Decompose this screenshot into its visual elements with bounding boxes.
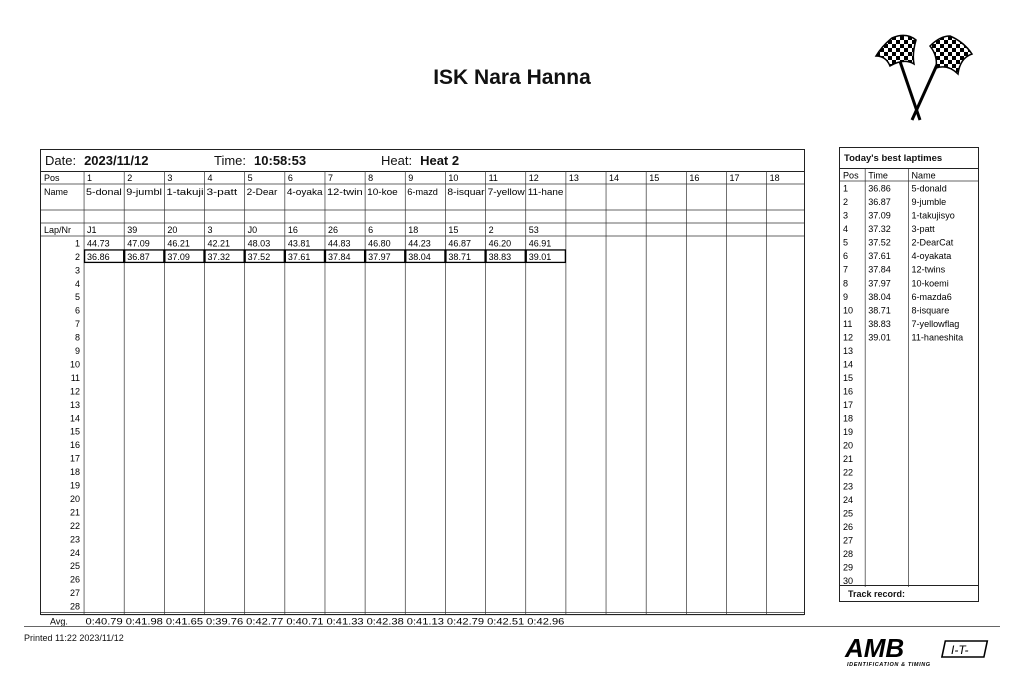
driver-name: 7-yellow [487, 187, 526, 197]
amb-logo [843, 633, 993, 669]
average-time: 0:40.79 [85, 616, 123, 627]
avg-label: Avg. [50, 616, 68, 627]
lap-number: 12 [70, 386, 81, 397]
lap-time: 38.83 [488, 251, 512, 262]
average-time: 0:42.79 [446, 616, 485, 627]
best-pos: 24 [843, 494, 854, 505]
lap-number: 7 [75, 319, 81, 330]
kart-number: 26 [327, 225, 338, 235]
lap-time: 42.21 [207, 238, 231, 249]
heat-header [41, 150, 804, 172]
best-driver-name: 10-koemi [911, 278, 949, 289]
best-pos: 4 [843, 224, 849, 235]
average-time: 0:41.13 [406, 616, 444, 627]
position-header: 12 [528, 173, 539, 183]
best-pos: 19 [843, 427, 854, 438]
lap-time: 44.83 [327, 238, 351, 249]
best-pos: 8 [843, 278, 849, 289]
lap-time: 39.01 [528, 251, 552, 262]
best-pos: 3 [843, 210, 849, 221]
kart-number: 18 [408, 225, 419, 235]
lap-time: 46.80 [368, 238, 391, 249]
lap-times-grid [41, 171, 804, 627]
lap-time: 44.73 [87, 238, 110, 249]
average-time: 0:42.38 [366, 616, 404, 627]
average-time: 0:41.98 [125, 616, 163, 627]
lap-number: 18 [70, 467, 81, 478]
best-pos: 30 [843, 576, 854, 586]
lap-time: 46.91 [528, 238, 552, 249]
lap-number: 8 [75, 332, 81, 343]
position-header: 13 [568, 173, 579, 183]
best-driver-name: 8-isquare [911, 305, 950, 316]
lap-number: 14 [70, 413, 81, 424]
best-pos: 20 [843, 440, 854, 451]
lap-number: 24 [70, 547, 81, 558]
position-header: 7 [327, 173, 333, 183]
lap-number: 10 [70, 359, 81, 370]
kart-number: 39 [127, 225, 138, 235]
position-header: 1 [87, 173, 93, 183]
best-time: 38.04 [868, 291, 891, 302]
lap-time: 37.97 [368, 251, 391, 262]
best-pos: 23 [843, 481, 854, 492]
lap-time: 44.23 [408, 238, 431, 249]
report-title: ISK Nara Hanna [433, 66, 591, 89]
best-pos: 18 [843, 413, 854, 424]
lap-time: 47.09 [127, 238, 150, 249]
date-field [45, 150, 148, 171]
position-header: 18 [769, 173, 780, 183]
lap-time: 36.87 [127, 251, 150, 262]
position-header: 4 [207, 173, 213, 183]
lap-number: 11 [70, 372, 81, 383]
best-pos: 29 [843, 562, 854, 573]
driver-name: 3-patt [206, 187, 238, 197]
driver-name: 11-hane [527, 187, 564, 197]
kart-number: 6 [368, 225, 374, 235]
lap-time: 37.61 [287, 251, 311, 262]
lap-time: 36.86 [87, 251, 110, 262]
kart-number: 16 [287, 225, 298, 235]
lap-time: 37.84 [327, 251, 351, 262]
lap-number: 2 [75, 251, 81, 262]
lap-number: 25 [70, 561, 81, 572]
best-pos: 14 [843, 359, 854, 370]
best-name-header: Name [911, 170, 936, 181]
best-pos: 7 [843, 264, 849, 275]
time-field [214, 150, 306, 171]
lap-time: 37.32 [207, 251, 231, 262]
date-value: 2023/11/12 [84, 153, 149, 168]
best-driver-name: 2-DearCat [911, 237, 954, 248]
best-driver-name: 1-takujisyo [911, 210, 955, 221]
best-pos: 15 [843, 373, 854, 383]
best-pos: 2 [843, 197, 849, 208]
best-pos: 21 [843, 454, 854, 465]
kart-number: 15 [448, 225, 459, 235]
lap-time: 46.20 [488, 238, 512, 249]
driver-name: 9-jumbl [126, 187, 162, 197]
lap-time: 43.81 [287, 238, 311, 249]
heat-field [381, 150, 459, 171]
lapnr-label: Lap/Nr [44, 225, 72, 235]
best-driver-name: 3-patt [911, 224, 935, 235]
lap-number: 15 [70, 426, 81, 437]
lap-number: 28 [70, 601, 81, 612]
best-driver-name: 12-twins [911, 264, 946, 275]
lap-time: 46.87 [448, 238, 471, 249]
best-time: 37.61 [868, 251, 891, 262]
position-header: 8 [368, 173, 374, 183]
best-pos: 28 [843, 548, 854, 559]
best-time: 37.84 [868, 264, 891, 275]
average-time: 0:42.77 [246, 616, 284, 627]
best-driver-name: 7-yellowflag [911, 318, 960, 329]
lap-time: 37.09 [167, 251, 190, 262]
position-header: 9 [408, 173, 414, 183]
driver-name: 5-donal [86, 187, 122, 197]
heat-label: Heat: [381, 153, 413, 168]
lap-number: 22 [70, 520, 81, 531]
lap-time: 37.52 [247, 251, 271, 262]
date-label: Date: [45, 153, 77, 168]
best-pos: 9 [843, 291, 849, 302]
position-header: 3 [167, 173, 173, 183]
best-time: 38.71 [868, 305, 891, 316]
lap-number: 19 [70, 480, 81, 491]
lap-number: 21 [70, 507, 81, 518]
lap-number: 20 [70, 494, 81, 504]
time-value: 10:58:53 [254, 153, 307, 168]
best-pos: 26 [843, 521, 854, 532]
kart-number: J0 [247, 225, 258, 235]
kart-number: J1 [87, 225, 97, 235]
best-driver-name: 11-haneshita [911, 332, 964, 343]
best-pos: 11 [843, 318, 853, 329]
lap-number: 16 [70, 440, 81, 451]
position-header: 2 [127, 173, 133, 183]
average-time: 0:42.51 [487, 616, 525, 627]
kart-number: 2 [488, 225, 494, 235]
lap-number: 23 [70, 534, 81, 545]
best-pos: 27 [843, 535, 854, 546]
driver-name: 8-isquar [447, 187, 485, 197]
best-time: 37.32 [868, 224, 891, 235]
position-header: 6 [287, 173, 293, 183]
position-header: 14 [609, 173, 620, 183]
lap-number: 17 [70, 453, 81, 464]
best-pos-header: Pos [843, 170, 859, 181]
lap-number: 1 [75, 238, 81, 249]
position-header: 11 [488, 173, 498, 183]
average-time: 0:39.76 [206, 616, 244, 627]
checkered-flags-icon [868, 28, 978, 123]
best-time: 37.52 [868, 237, 891, 248]
footer-divider [24, 626, 1000, 627]
best-time: 38.83 [868, 318, 891, 329]
best-laptimes-panel [839, 147, 979, 602]
best-laptimes-title: Today's best laptimes [840, 148, 978, 169]
best-pos: 25 [843, 508, 854, 519]
driver-name: 10-koe [367, 187, 398, 197]
best-driver-name: 5-donald [911, 183, 947, 194]
average-time: 0:41.65 [165, 616, 204, 627]
heat-value: Heat 2 [420, 153, 460, 168]
kart-number: 3 [207, 225, 213, 235]
lap-time: 46.21 [167, 238, 190, 249]
average-time: 0:40.71 [286, 616, 324, 627]
best-pos: 17 [843, 400, 854, 411]
best-time: 37.97 [868, 278, 891, 289]
position-header: 15 [649, 173, 660, 183]
best-time: 39.01 [868, 332, 891, 343]
best-driver-name: 4-oyakata [911, 251, 952, 262]
lap-number: 27 [70, 588, 81, 599]
lap-number: 3 [75, 265, 81, 276]
printed-timestamp: Printed 11:22 2023/11/12 [24, 633, 124, 643]
lap-number: 26 [70, 574, 81, 585]
best-pos: 5 [843, 237, 849, 248]
driver-name: 4-oyaka [286, 187, 323, 197]
kart-number: 53 [528, 225, 539, 235]
average-time: 0:41.33 [326, 616, 364, 627]
driver-name: 12-twin [326, 187, 363, 197]
driver-name: 2-Dear [246, 187, 278, 197]
name-label: Name [44, 187, 69, 197]
lap-number: 13 [70, 399, 81, 410]
amb-logo-text: AMB [845, 633, 905, 663]
best-time: 36.87 [868, 197, 891, 208]
best-driver-name: 9-jumble [911, 197, 947, 208]
pos-label: Pos [44, 173, 60, 183]
position-header: 16 [689, 173, 700, 183]
lap-number: 6 [75, 305, 81, 316]
lap-time: 38.04 [408, 251, 431, 262]
lap-number: 5 [75, 292, 81, 303]
best-pos: 12 [843, 332, 854, 343]
best-time: 36.86 [868, 183, 891, 194]
best-pos: 22 [843, 467, 854, 478]
driver-name: 1-takuji [166, 187, 204, 197]
position-header: 17 [729, 173, 740, 183]
best-laptimes-grid [840, 169, 978, 587]
best-time-header: Time [868, 170, 888, 181]
lap-sheet [40, 149, 805, 627]
lap-number: 9 [75, 346, 81, 357]
lap-time: 48.03 [247, 238, 271, 249]
amb-logo-suffix: I-T- [951, 643, 969, 657]
track-record-label: Track record: [840, 585, 978, 601]
best-time: 37.09 [868, 210, 891, 221]
amb-logo-tagline: IDENTIFICATION & TIMING [847, 662, 931, 668]
kart-number: 20 [167, 225, 178, 235]
best-pos: 13 [843, 345, 854, 356]
lap-time: 38.71 [448, 251, 471, 262]
best-pos: 16 [843, 386, 854, 397]
best-pos: 6 [843, 251, 849, 262]
time-label: Time: [214, 153, 247, 168]
position-header: 10 [448, 173, 459, 183]
driver-name: 6-mazd [407, 187, 438, 197]
average-time: 0:42.96 [527, 616, 565, 627]
position-header: 5 [247, 173, 253, 183]
best-pos: 1 [843, 183, 849, 194]
lap-number: 4 [75, 278, 81, 289]
best-pos: 10 [843, 305, 854, 316]
best-driver-name: 6-mazda6 [911, 291, 952, 302]
